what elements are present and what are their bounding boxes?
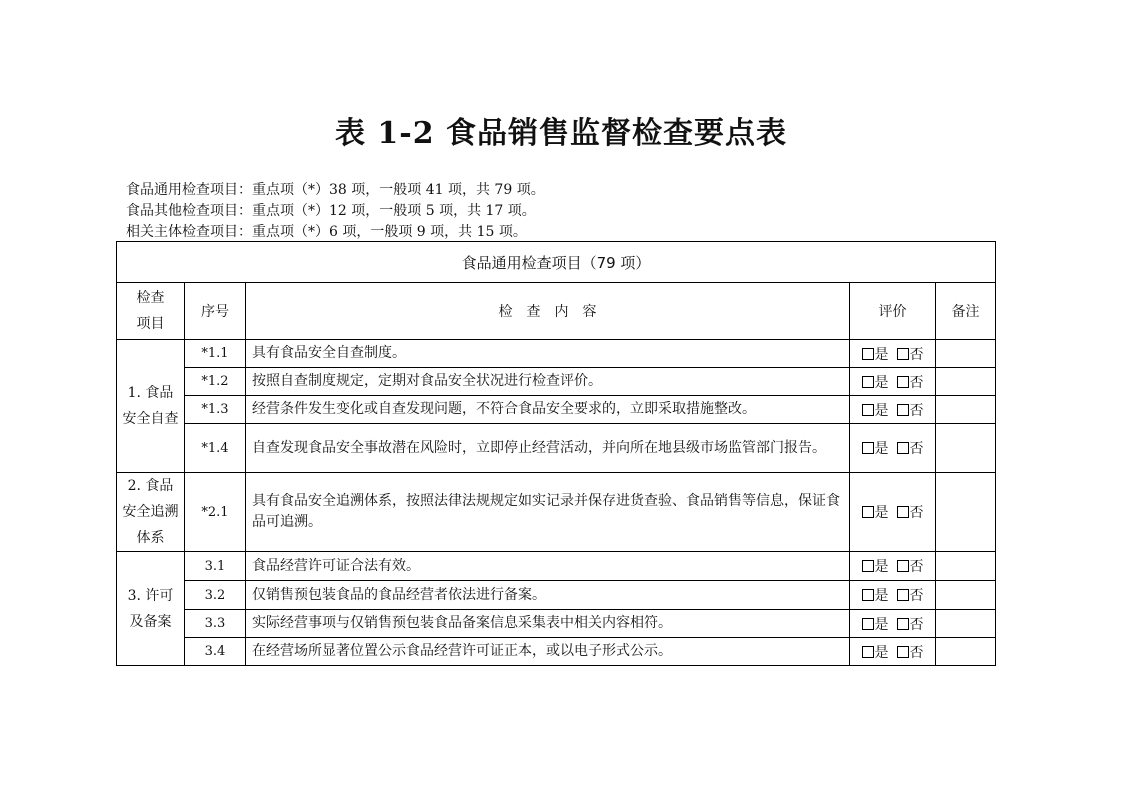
no-option[interactable] [897,438,924,458]
checkbox-yes-icon[interactable] [862,506,874,518]
row-number: *1.2 [185,368,246,396]
summary-line-other: 食品其他检查项目：重点项（*）12 项，一般项 5 项，共 17 项。 [126,203,536,219]
category-label: 1. 食品安全自查 [122,385,179,427]
row-number: *1.3 [185,396,246,424]
no-label: 否 [909,505,924,521]
remarks-cell[interactable] [936,610,996,638]
no-label: 否 [909,346,924,363]
summary-line-general: 食品通用检查项目：重点项（*）38 项，一般项 41 项，共 79 项。 [126,182,545,198]
yes-option[interactable] [862,502,889,522]
yes-option[interactable] [862,642,889,662]
header-evaluation: 评价 [850,283,936,340]
row-number: 3.4 [185,638,246,666]
evaluation-cell [850,424,936,473]
evaluation-cell [850,581,936,610]
row-content: 自查发现食品安全事故潜在风险时，立即停止经营活动，并向所在地县级市场监管部门报告。 [246,424,850,473]
no-label: 否 [909,402,924,419]
yes-label: 是 [874,505,889,521]
no-option[interactable] [897,344,924,364]
category-label: 3. 许可及备案 [127,587,174,630]
remarks-cell[interactable] [936,638,996,666]
remarks-cell[interactable] [936,552,996,581]
checkbox-no-icon[interactable] [897,442,909,454]
yes-label: 是 [874,559,889,575]
no-option[interactable] [897,400,924,420]
yes-label: 是 [874,374,889,391]
table-row [117,610,996,638]
no-label: 否 [909,559,924,575]
header-number: 序号 [185,283,246,340]
table-row [117,473,996,552]
checkbox-no-icon[interactable] [897,376,909,388]
table-row [117,340,996,368]
row-content: 按照自查制度规定，定期对食品安全状况进行检查评价。 [246,368,850,396]
row-number: 3.3 [185,610,246,638]
header-content: 检 查 内 容 [246,283,850,340]
no-label: 否 [909,616,924,633]
evaluation-cell [850,340,936,368]
summary-block [126,180,545,243]
evaluation-cell [850,552,936,581]
row-number: *1.4 [185,424,246,473]
category-label: 2. 食品安全追溯体系 [122,478,179,546]
inspection-table [116,241,996,666]
row-content: 实际经营事项与仅销售预包装食品备案信息采集表中相关内容相符。 [246,610,850,638]
row-number: 3.1 [185,552,246,581]
yes-label: 是 [874,441,889,457]
remarks-cell[interactable] [936,340,996,368]
table-row [117,424,996,473]
checkbox-no-icon[interactable] [897,646,909,658]
no-label: 否 [909,374,924,391]
section-title: 食品通用检查项目（79 项） [117,242,996,283]
checkbox-yes-icon[interactable] [862,618,874,630]
remarks-cell[interactable] [936,473,996,552]
page-title: 表 1-2 食品销售监督检查要点表 [334,116,788,151]
no-option[interactable] [897,614,924,634]
table-row [117,581,996,610]
category-cell [117,340,185,473]
evaluation-cell [850,473,936,552]
header-category [117,283,185,340]
header-remarks: 备注 [936,283,996,340]
no-option[interactable] [897,502,924,522]
no-label: 否 [909,588,924,604]
checkbox-no-icon[interactable] [897,589,909,601]
table-row [117,396,996,424]
category-cell [117,552,185,666]
yes-option[interactable] [862,400,889,420]
row-content: 在经营场所显著位置公示食品经营许可证正本，或以电子形式公示。 [246,638,850,666]
yes-label: 是 [874,402,889,419]
evaluation-cell [850,396,936,424]
checkbox-no-icon[interactable] [897,506,909,518]
yes-label: 是 [874,346,889,363]
no-option[interactable] [897,585,924,605]
checkbox-no-icon[interactable] [897,618,909,630]
checkbox-no-icon[interactable] [897,348,909,360]
remarks-cell[interactable] [936,581,996,610]
checkbox-no-icon[interactable] [897,404,909,416]
no-label: 否 [909,644,924,661]
category-cell [117,473,185,552]
evaluation-cell [850,610,936,638]
row-content: 具有食品安全自查制度。 [246,340,850,368]
checkbox-yes-icon[interactable] [862,560,874,572]
checkbox-yes-icon[interactable] [862,348,874,360]
checkbox-yes-icon[interactable] [862,404,874,416]
checkbox-yes-icon[interactable] [862,442,874,454]
header-category-label: 检查项目 [136,290,165,332]
yes-option[interactable] [862,585,889,605]
row-number: *1.1 [185,340,246,368]
no-option[interactable] [897,642,924,662]
yes-label: 是 [874,616,889,633]
yes-option[interactable] [862,556,889,576]
row-content: 经营条件发生变化或自查发现问题，不符合食品安全要求的，立即采取措施整改。 [246,396,850,424]
row-content: 具有食品安全追溯体系，按照法律法规规定如实记录并保存进货查验、食品销售等信息，保证食品可追溯。 [246,473,850,552]
no-option[interactable] [897,372,924,392]
checkbox-no-icon[interactable] [897,560,909,572]
row-content: 仅销售预包装食品的食品经营者依法进行备案。 [246,581,850,610]
table-row [117,368,996,396]
yes-label: 是 [874,588,889,604]
table-row [117,638,996,666]
row-number: 3.2 [185,581,246,610]
table-row [117,552,996,581]
remarks-cell[interactable] [936,424,996,473]
evaluation-cell [850,638,936,666]
row-content: 食品经营许可证合法有效。 [246,552,850,581]
evaluation-cell [850,368,936,396]
no-label: 否 [909,441,924,457]
row-number: *2.1 [185,473,246,552]
yes-label: 是 [874,644,889,661]
checkbox-yes-icon[interactable] [862,376,874,388]
checkbox-yes-icon[interactable] [862,589,874,601]
no-option[interactable] [897,556,924,576]
checkbox-yes-icon[interactable] [862,646,874,658]
yes-option[interactable] [862,438,889,458]
remarks-cell[interactable] [936,396,996,424]
summary-line-related: 相关主体检查项目：重点项（*）6 项，一般项 9 项，共 15 项。 [126,224,527,240]
yes-option[interactable] [862,344,889,364]
yes-option[interactable] [862,372,889,392]
yes-option[interactable] [862,614,889,634]
remarks-cell[interactable] [936,368,996,396]
